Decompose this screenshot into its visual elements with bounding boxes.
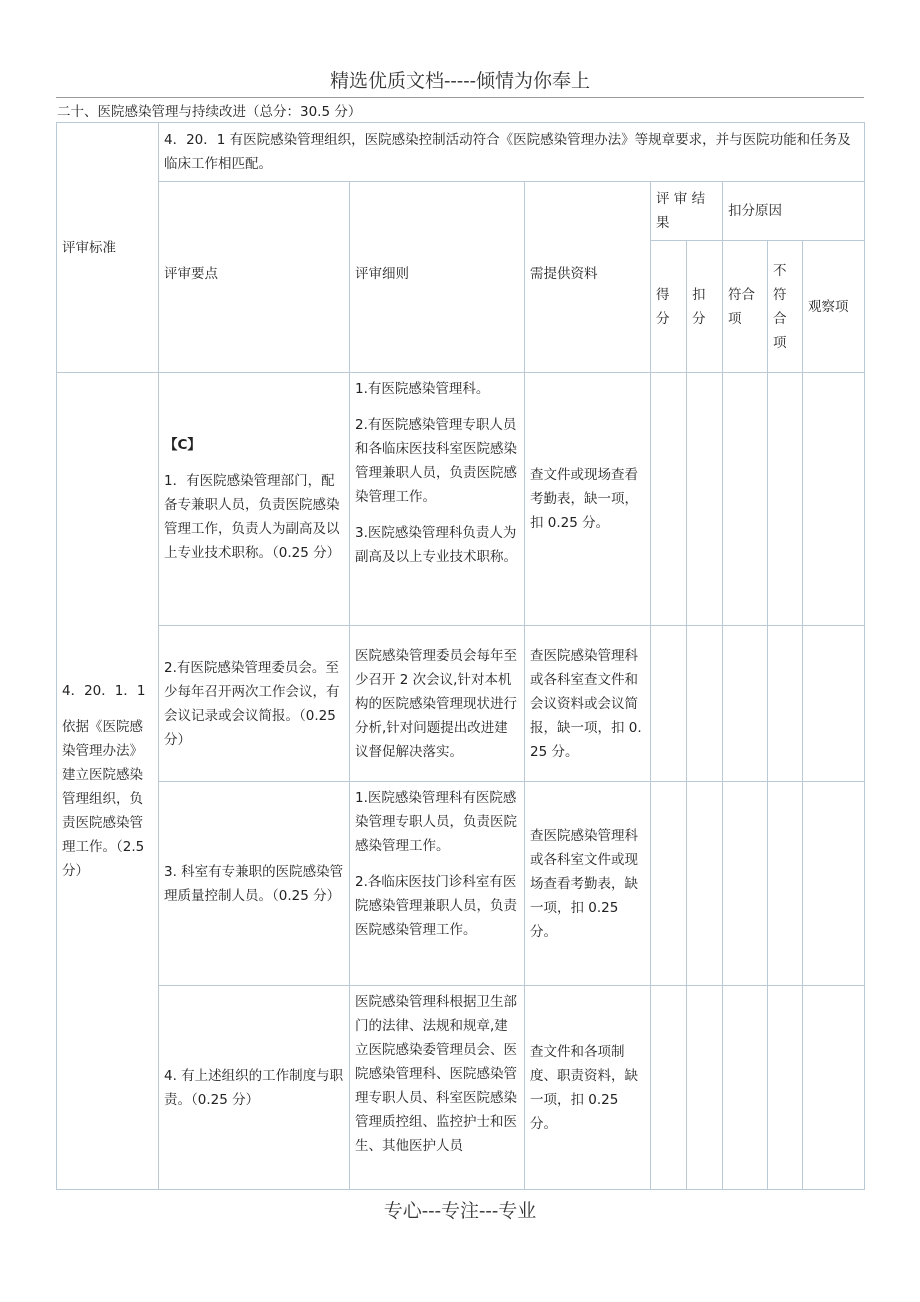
header-rules bbox=[350, 182, 525, 373]
standard-label: 评审标准 bbox=[62, 239, 116, 256]
conform-cell[interactable] bbox=[723, 626, 768, 782]
row-materials: 查医院感染管理科或各科室文件或现场查看考勤表，缺一项，扣 0.25 分。 bbox=[530, 827, 638, 940]
nonconform-cell[interactable] bbox=[768, 782, 803, 986]
rule-line: 医院感染管理科根据卫生部门的法律、法规和规章,建立医院感染委管理员会、医院感染管理科、医院感染管理专职人员、科室医院感染管理质控组、监控护士和医生、其他医护人员 bbox=[355, 994, 517, 1154]
row-materials-cell bbox=[525, 986, 651, 1190]
row-point-cell bbox=[159, 626, 350, 782]
score-cell[interactable] bbox=[651, 986, 687, 1190]
header-points bbox=[159, 182, 350, 373]
score-cell[interactable] bbox=[651, 373, 687, 626]
page-header-title: 精选优质文档-----倾情为你奉上 bbox=[329, 70, 591, 92]
header-reason bbox=[723, 182, 865, 241]
rule-line: 1.医院感染管理科有医院感染管理专职人员，负责医院感染管理工作。 bbox=[355, 790, 517, 854]
row-materials-cell bbox=[525, 782, 651, 986]
page-footer-title: 专心---专注---专业 bbox=[383, 1200, 537, 1222]
rule-line: 2.有医院感染管理专职人员和各临床医技科室医院感染管理兼职人员，负责医院感染管理工作。 bbox=[355, 417, 517, 505]
header-nonconform-label: 不符 合项 bbox=[773, 262, 787, 351]
standard-text: 4．20．1 有医院感染管理组织，医院感染控制活动符合《医院感染管理办法》等规章要求，并与医院功能和任务及临床工作相匹配。 bbox=[164, 132, 851, 172]
row-point: 1．有医院感染管理部门，配备专兼职人员，负责医院感染管理工作，负责人为副高及以上专业技术职称。（0.25 分） bbox=[164, 473, 341, 561]
header-conform-label: 符合项 bbox=[728, 286, 755, 327]
row-point: 2.有医院感染管理委员会。至少每年召开两次工作会议，有会议记录或会议简报。（0.25 分） bbox=[164, 659, 340, 748]
standard-label-cell bbox=[57, 123, 159, 373]
header-observe-label: 观察项 bbox=[808, 298, 849, 315]
header-deduct bbox=[687, 241, 723, 373]
row-point: 4. 有上述组织的工作制度与职责。（0.25 分） bbox=[164, 1067, 344, 1108]
row-point-cell bbox=[159, 373, 350, 626]
section-title: 二十、医院感染管理与持续改进（总分：30.5 分） bbox=[57, 104, 362, 120]
item-code: 4．20．1．1 bbox=[62, 683, 146, 699]
row-rules-cell bbox=[350, 782, 525, 986]
header-score-label: 得 分 bbox=[656, 286, 670, 327]
score-cell[interactable] bbox=[651, 782, 687, 986]
conform-cell[interactable] bbox=[723, 373, 768, 626]
observe-cell[interactable] bbox=[803, 373, 865, 626]
row-materials-cell bbox=[525, 373, 651, 626]
row-point-cell bbox=[159, 782, 350, 986]
header-materials-label: 需提供资料 bbox=[530, 266, 598, 282]
header-result-label: 评 审 结 果 bbox=[656, 191, 706, 231]
deduct-cell[interactable] bbox=[687, 373, 723, 626]
row-rules-cell bbox=[350, 626, 525, 782]
header-nonconform bbox=[768, 241, 803, 373]
header-rules-label: 评审细则 bbox=[355, 266, 409, 282]
header-divider bbox=[56, 97, 864, 98]
row-point: 3. 科室有专兼职的医院感染管理质量控制人员。（0.25 分） bbox=[164, 863, 344, 904]
header-observe bbox=[803, 241, 865, 373]
header-reason-label: 扣分原因 bbox=[728, 203, 782, 219]
review-table bbox=[56, 122, 865, 1190]
rule-line: 3.医院感染管理科负责人为副高及以上专业技术职称。 bbox=[355, 525, 517, 565]
conform-cell[interactable] bbox=[723, 986, 768, 1190]
row-rules-cell bbox=[350, 373, 525, 626]
header-result bbox=[651, 182, 723, 241]
header-points-label: 评审要点 bbox=[164, 266, 218, 282]
conform-cell[interactable] bbox=[723, 782, 768, 986]
header-materials bbox=[525, 182, 651, 373]
rule-line: 2.各临床医技门诊科室有医院感染管理兼职人员，负责医院感染管理工作。 bbox=[355, 874, 517, 938]
item-cell bbox=[57, 373, 159, 1190]
observe-cell[interactable] bbox=[803, 782, 865, 986]
observe-cell[interactable] bbox=[803, 986, 865, 1190]
row-materials: 查医院感染管理科或各科室查文件和会议资料或会议简报，缺一项，扣 0.25 分。 bbox=[530, 647, 642, 760]
rule-line: 1.有医院感染管理科。 bbox=[355, 381, 490, 397]
header-deduct-label: 扣 分 bbox=[692, 286, 706, 327]
nonconform-cell[interactable] bbox=[768, 626, 803, 782]
nonconform-cell[interactable] bbox=[768, 986, 803, 1190]
item-description: 依据《医院感染管理办法》建立医院感染管理组织，负责医院感染管理工作。（2.5 分） bbox=[62, 719, 145, 879]
header-score bbox=[651, 241, 687, 373]
deduct-cell[interactable] bbox=[687, 782, 723, 986]
deduct-cell[interactable] bbox=[687, 986, 723, 1190]
level-badge: 【C】 bbox=[164, 437, 201, 453]
row-point-cell bbox=[159, 986, 350, 1190]
observe-cell[interactable] bbox=[803, 626, 865, 782]
header-conform bbox=[723, 241, 768, 373]
row-materials: 查文件或现场查看考勤表，缺一项，扣 0.25 分。 bbox=[530, 467, 638, 531]
rule-line: 医院感染管理委员会每年至少召开 2 次会议,针对本机构的医院感染管理现状进行分析,针对问题提出改进建议督促解决落实。 bbox=[355, 647, 517, 760]
score-cell[interactable] bbox=[651, 626, 687, 782]
nonconform-cell[interactable] bbox=[768, 373, 803, 626]
standard-text-cell bbox=[159, 123, 865, 182]
deduct-cell[interactable] bbox=[687, 626, 723, 782]
row-rules-cell bbox=[350, 986, 525, 1190]
row-materials-cell bbox=[525, 626, 651, 782]
row-materials: 查文件和各项制度、职责资料，缺一项，扣 0.25 分。 bbox=[530, 1043, 638, 1132]
